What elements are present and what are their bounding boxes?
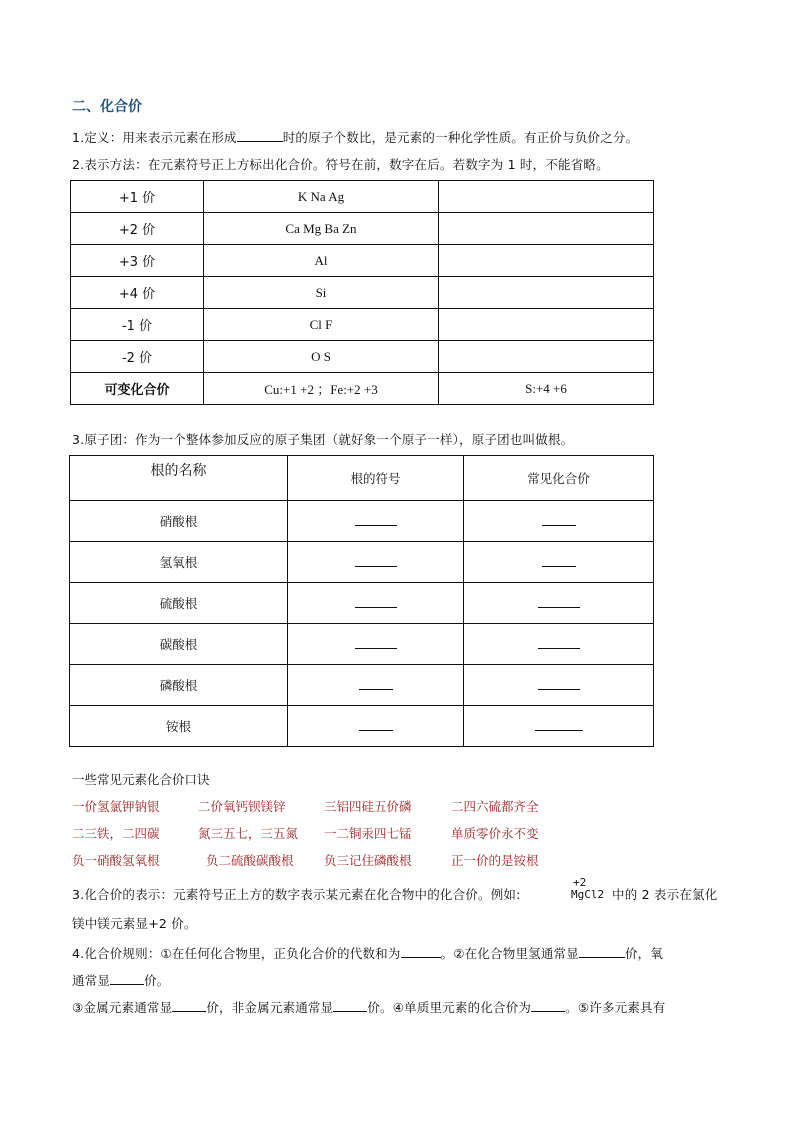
rhyme-line: 一价氢氯钾钠银 xyxy=(72,799,160,814)
rhyme-line: 三铝四硅五价磷 xyxy=(324,799,412,814)
extra-cell xyxy=(439,181,654,213)
definition-text-after: 时的原子个数比，是元素的一种化学性质。有正价与负价之分。 xyxy=(282,130,639,145)
header-radical-name: 根的名称 xyxy=(70,456,288,501)
table-row xyxy=(71,341,654,373)
radical-intro: 3.原子团：作为一个整体参加反应的原子集团（就好象一个原子一样），原子团也叫做根。 xyxy=(72,432,574,447)
answer-blank[interactable] xyxy=(401,945,441,958)
header-radical-symbol: 根的符号 xyxy=(288,456,464,501)
elements-cell: Ca Mg Ba Zn xyxy=(204,213,439,245)
symbol-blank-cell[interactable] xyxy=(288,706,464,747)
table-row xyxy=(70,501,654,542)
answer-blank[interactable] xyxy=(237,129,283,142)
radical-table xyxy=(69,455,654,747)
representation-text-after: 中的 2 表示在氯化 xyxy=(612,887,718,902)
rhyme-line: 负二硫酸碳酸根 xyxy=(206,853,294,868)
rhyme-line: 二四六硫都齐全 xyxy=(451,799,539,814)
radical-name: 铵根 xyxy=(70,706,288,747)
valence-cell: 可变化合价 xyxy=(71,373,204,405)
rules-text: 价。④单质里元素的化合价为 xyxy=(367,1000,532,1015)
answer-blank[interactable] xyxy=(333,999,367,1012)
symbol-blank-cell[interactable] xyxy=(288,501,464,542)
definition-paragraph xyxy=(72,128,638,146)
answer-blank[interactable] xyxy=(579,945,625,958)
section-title: 二、化合价 xyxy=(72,99,142,115)
rules-text: 价，氧 xyxy=(624,946,664,961)
valence-blank-cell[interactable] xyxy=(464,624,654,665)
elements-cell: Al xyxy=(204,245,439,277)
elements-cell: O S xyxy=(204,341,439,373)
table-row xyxy=(71,309,654,341)
valence-blank-cell[interactable] xyxy=(464,665,654,706)
elements-cell: Cl F xyxy=(204,309,439,341)
extra-cell xyxy=(439,277,654,309)
radical-name: 磷酸根 xyxy=(70,665,288,706)
symbol-blank-cell[interactable] xyxy=(288,542,464,583)
rhyme-line: 一二铜汞四七锰 xyxy=(324,826,412,841)
rules-line-1 xyxy=(72,944,663,962)
rhyme-line: 负一硝酸氢氧根 xyxy=(72,853,160,868)
rhyme-line: 氮三五七，三五氮 xyxy=(198,826,299,841)
valence-cell: +4 价 xyxy=(71,277,204,309)
extra-cell xyxy=(439,213,654,245)
table-header-row xyxy=(70,456,654,501)
rules-text: 通常显 xyxy=(72,973,111,988)
valence-cell: +3 价 xyxy=(71,245,204,277)
extra-cell xyxy=(439,309,654,341)
rules-line-3 xyxy=(72,998,665,1016)
extra-cell xyxy=(439,245,654,277)
answer-blank[interactable] xyxy=(531,999,565,1012)
rhyme-line: 单质零价永不变 xyxy=(451,826,539,841)
table-row xyxy=(70,665,654,706)
valence-blank-cell[interactable] xyxy=(464,583,654,624)
table-row xyxy=(71,245,654,277)
valence-blank-cell[interactable] xyxy=(464,706,654,747)
rhyme-line: 二价氧钙钡镁锌 xyxy=(198,799,286,814)
answer-blank[interactable] xyxy=(110,972,144,985)
radical-name: 氢氧根 xyxy=(70,542,288,583)
radical-name: 硝酸根 xyxy=(70,501,288,542)
table-row xyxy=(71,181,654,213)
table-row xyxy=(70,624,654,665)
representation-text-before: 3.化合价的表示：元素符号正上方的数字表示某元素在化合物中的化合价。例如: xyxy=(72,887,521,902)
symbol-blank-cell[interactable] xyxy=(288,665,464,706)
chemical-formula xyxy=(571,877,604,901)
valence-cell: -1 价 xyxy=(71,309,204,341)
symbol-blank-cell[interactable] xyxy=(288,583,464,624)
method-paragraph: 2.表示方法：在元素符号正上方标出化合价。符号在前，数字在后。若数字为 1 时，不能省略。 xyxy=(72,157,609,172)
valence-cell: +2 价 xyxy=(71,213,204,245)
valence-cell: -2 价 xyxy=(71,341,204,373)
rules-text: 4.化合价规则：①在任何化合物里，正负化合价的代数和为 xyxy=(72,946,401,961)
valence-blank-cell[interactable] xyxy=(464,501,654,542)
representation-line2: 镁中镁元素显+2 价。 xyxy=(72,916,197,931)
rhyme-heading: 一些常见元素化合价口诀 xyxy=(72,772,210,787)
radical-name: 硫酸根 xyxy=(70,583,288,624)
definition-text-before: 1.定义：用来表示元素在形成 xyxy=(72,130,237,145)
rules-line-2 xyxy=(72,971,170,989)
elements-cell: Cu:+1 +2 ；Fe:+2 +3 xyxy=(204,373,439,405)
valence-blank-cell[interactable] xyxy=(464,542,654,583)
rules-text: 价，非金属元素通常显 xyxy=(206,1000,334,1015)
extra-cell xyxy=(439,341,654,373)
radical-name: 碳酸根 xyxy=(70,624,288,665)
rhyme-line: 二三铁，二四碳 xyxy=(72,826,160,841)
rules-text: 价。 xyxy=(144,973,170,988)
header-common-valence: 常见化合价 xyxy=(464,456,654,501)
symbol-blank-cell[interactable] xyxy=(288,624,464,665)
rules-text: 。②在化合物里氢通常显 xyxy=(440,946,579,961)
answer-blank[interactable] xyxy=(172,999,206,1012)
elements-cell: K Na Ag xyxy=(204,181,439,213)
table-row xyxy=(71,213,654,245)
table-row xyxy=(70,542,654,583)
rules-text: ③金属元素通常显 xyxy=(72,1000,173,1015)
rhyme-line: 负三记住磷酸根 xyxy=(324,853,412,868)
extra-cell: S:+4 +6 xyxy=(439,373,654,405)
table-row xyxy=(71,373,654,405)
formula-compound: MgCl2 xyxy=(571,888,605,901)
formula-valence: +2 xyxy=(573,876,587,889)
table-row xyxy=(70,706,654,747)
valence-cell: +1 价 xyxy=(71,181,204,213)
rhyme-line: 正一价的是铵根 xyxy=(451,853,539,868)
elements-cell: Si xyxy=(204,277,439,309)
valence-table xyxy=(70,180,654,405)
table-row xyxy=(71,277,654,309)
table-row xyxy=(70,583,654,624)
rules-text: 。⑤许多元素具有 xyxy=(565,1000,666,1015)
